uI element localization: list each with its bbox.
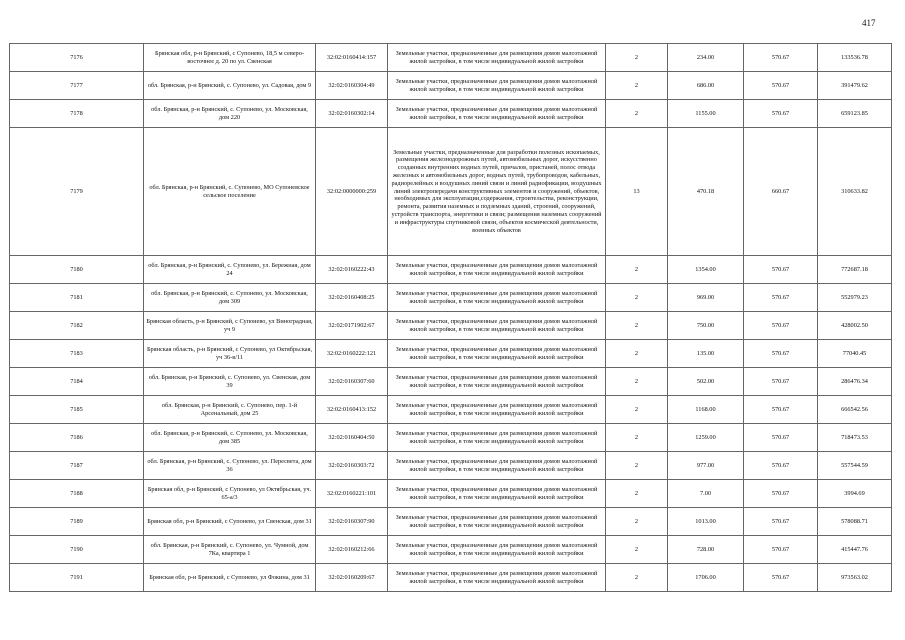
- row-number-cell: 7190: [10, 536, 144, 564]
- rate-cell: 660.67: [744, 128, 818, 256]
- row-number-cell: 7178: [10, 100, 144, 128]
- row-number-cell: 7185: [10, 396, 144, 424]
- rate-cell: 570.67: [744, 564, 818, 592]
- cadastral-value-cell: 659123.85: [818, 100, 892, 128]
- row-number-cell: 7179: [10, 128, 144, 256]
- cadastral-value-cell: 666542.56: [818, 396, 892, 424]
- land-use-cell: Земельные участки, предназначенные для размещения домов малоэтажной жилой застройки, в том числе индивидуальной жилой застройки: [388, 508, 606, 536]
- address-cell: обл. Брянская, р-н Брянский, с. Супонево, ул. Свенская, дом 39: [144, 368, 316, 396]
- group-cell: 2: [606, 284, 668, 312]
- area-cell: 1155.00: [668, 100, 744, 128]
- land-use-cell: Земельные участки, предназначенные для размещения домов малоэтажной жилой застройки, в том числе индивидуальной жилой застройки: [388, 368, 606, 396]
- area-cell: 686.00: [668, 72, 744, 100]
- land-use-cell: Земельные участки, предназначенные для размещения домов малоэтажной жилой застройки, в том числе индивидуальной жилой застройки: [388, 424, 606, 452]
- cadastral-value-cell: 286476.34: [818, 368, 892, 396]
- row-number-cell: 7176: [10, 44, 144, 72]
- table-row: [10, 256, 892, 284]
- group-cell: 13: [606, 128, 668, 256]
- land-use-cell: Земельные участки, предназначенные для размещения домов малоэтажной жилой застройки, в том числе индивидуальной жилой застройки: [388, 396, 606, 424]
- area-cell: 135.00: [668, 340, 744, 368]
- table-row: [10, 44, 892, 72]
- land-use-cell: Земельные участки, предназначенные для размещения домов малоэтажной жилой застройки, в том числе индивидуальной жилой застройки: [388, 312, 606, 340]
- land-use-cell: Земельные участки, предназначенные для размещения домов малоэтажной жилой застройки, в том числе индивидуальной жилой застройки: [388, 480, 606, 508]
- land-use-cell: Земельные участки, предназначенные для размещения домов малоэтажной жилой застройки, в том числе индивидуальной жилой застройки: [388, 452, 606, 480]
- table-row: [10, 564, 892, 592]
- address-cell: Брянская обл, р-н Брянский, с Супонево, ул Свенская, дом 31: [144, 508, 316, 536]
- cadastral-number-cell: 32:02:0160307:90: [316, 508, 388, 536]
- cadastral-value-cell: 557544.59: [818, 452, 892, 480]
- table-row: [10, 480, 892, 508]
- land-use-cell: Земельные участки, предназначенные для размещения домов малоэтажной жилой застройки, в том числе индивидуальной жилой застройки: [388, 284, 606, 312]
- group-cell: 2: [606, 564, 668, 592]
- group-cell: 2: [606, 480, 668, 508]
- cadastral-number-cell: 32:02:0160209:67: [316, 564, 388, 592]
- address-cell: обл. Брянская, р-н Брянский, с. Супонево, ул. Московская, дом 220: [144, 100, 316, 128]
- cadastral-number-cell: 32:02:0160408:25: [316, 284, 388, 312]
- cadastral-value-cell: 772687.18: [818, 256, 892, 284]
- row-number-cell: 7187: [10, 452, 144, 480]
- cadastral-number-cell: 32:02:0160303:72: [316, 452, 388, 480]
- rate-cell: 570.67: [744, 256, 818, 284]
- area-cell: 470.18: [668, 128, 744, 256]
- land-use-cell: Земельные участки, предназначенные для размещения домов малоэтажной жилой застройки, в том числе индивидуальной жилой застройки: [388, 340, 606, 368]
- address-cell: обл. Брянская, р-н Брянский, с. Супонево, ул. Бережная, дом 24: [144, 256, 316, 284]
- group-cell: 2: [606, 396, 668, 424]
- table-row: [10, 452, 892, 480]
- land-use-cell: Земельные участки, предназначенные для размещения домов малоэтажной жилой застройки, в том числе индивидуальной жилой застройки: [388, 536, 606, 564]
- land-use-cell: Земельные участки, предназначенные для размещения домов малоэтажной жилой застройки, в том числе индивидуальной жилой застройки: [388, 100, 606, 128]
- cadastral-value-cell: 428002.50: [818, 312, 892, 340]
- cadastral-number-cell: 32:02:0160307:60: [316, 368, 388, 396]
- table-row: [10, 368, 892, 396]
- cadastral-value-cell: 552979.23: [818, 284, 892, 312]
- address-cell: Брянская обл, р-н Брянский, с Супонево, ул Фокина, дом 31: [144, 564, 316, 592]
- group-cell: 2: [606, 72, 668, 100]
- cadastral-number-cell: 32:02:0160404:50: [316, 424, 388, 452]
- cadastral-number-cell: 32:02:0160222:121: [316, 340, 388, 368]
- land-use-cell: Земельные участки, предназначенные для разработки полезных ископаемых, размещения железнодорожных путей, автомобильных дорог, искусственно созданных внутренних водных путей, причалов, пристаней, полос отвода железных и автомобильных дорог, водных путей, трубопроводов, кабельных, радиорелейных и воздушных линий связи и линий радиофикации, воздушных линий электропередачи конструктивных элементов и сооружений, объектов, необходимых для эксплуатации,содержания, строительства, реконструкции, ремонта, развития наземных и подземных зданий, строений, сооружений, устройств транспорта, энергетики и связи; размещения наземных сооружений и инфраструктуры спутниковой связи, объектов космической деятельности, военных объектов: [388, 128, 606, 256]
- table-row: [10, 424, 892, 452]
- cadastral-value-cell: 391479.62: [818, 72, 892, 100]
- land-parcels-table: [9, 43, 892, 592]
- address-cell: Брянская область, р-н Брянский, с Супонево, ул Виноградная, уч 9: [144, 312, 316, 340]
- row-number-cell: 7183: [10, 340, 144, 368]
- land-use-cell: Земельные участки, предназначенные для размещения домов малоэтажной жилой застройки, в том числе индивидуальной жилой застройки: [388, 564, 606, 592]
- rate-cell: 570.67: [744, 452, 818, 480]
- rate-cell: 570.67: [744, 340, 818, 368]
- cadastral-value-cell: 973563.02: [818, 564, 892, 592]
- table-row: [10, 312, 892, 340]
- area-cell: 502.00: [668, 368, 744, 396]
- cadastral-value-cell: 3994.69: [818, 480, 892, 508]
- rate-cell: 570.67: [744, 312, 818, 340]
- group-cell: 2: [606, 452, 668, 480]
- group-cell: 2: [606, 368, 668, 396]
- table-row: [10, 340, 892, 368]
- cadastral-number-cell: 32:02:0171902:67: [316, 312, 388, 340]
- land-use-cell: Земельные участки, предназначенные для размещения домов малоэтажной жилой застройки, в том числе индивидуальной жилой застройки: [388, 72, 606, 100]
- area-cell: 1706.00: [668, 564, 744, 592]
- cadastral-number-cell: 32:02:0160413:152: [316, 396, 388, 424]
- address-cell: обл. Брянская, р-н Брянский, с. Супонево, пер. 1-й Арсенальный, дом 25: [144, 396, 316, 424]
- page-number: 417: [862, 18, 876, 28]
- row-number-cell: 7184: [10, 368, 144, 396]
- address-cell: Брянская обл, р-н Брянский, с Супонево, 18,5 м северо-восточнее д. 20 по ул. Свенская: [144, 44, 316, 72]
- rate-cell: 570.67: [744, 284, 818, 312]
- rate-cell: 570.67: [744, 368, 818, 396]
- address-cell: обл. Брянская, р-н Брянский, с. Супонево, ул. Пересвета, дом 36: [144, 452, 316, 480]
- land-use-cell: Земельные участки, предназначенные для размещения домов малоэтажной жилой застройки, в том числе индивидуальной жилой застройки: [388, 256, 606, 284]
- address-cell: обл. Брянская, р-н Брянский, с. Супонево, ул. Московская, дом 385: [144, 424, 316, 452]
- table-row: [10, 536, 892, 564]
- table-row: [10, 284, 892, 312]
- row-number-cell: 7177: [10, 72, 144, 100]
- rate-cell: 570.67: [744, 100, 818, 128]
- address-cell: обл. Брянская, р-н Брянский, с. Супонево, ул. Садовая, дом 9: [144, 72, 316, 100]
- group-cell: 2: [606, 508, 668, 536]
- rate-cell: 570.67: [744, 424, 818, 452]
- area-cell: 7.00: [668, 480, 744, 508]
- area-cell: 1013.00: [668, 508, 744, 536]
- table-row: [10, 72, 892, 100]
- area-cell: 1259.00: [668, 424, 744, 452]
- group-cell: 2: [606, 256, 668, 284]
- address-cell: Брянская обл, р-н Брянский, с Супонево, ул Октябрьская, уч. 65-а/3: [144, 480, 316, 508]
- address-cell: Брянская область, р-н Брянский, с Супонево, ул Октябрьская, уч 36-в/11: [144, 340, 316, 368]
- land-use-cell: Земельные участки, предназначенные для размещения домов малоэтажной жилой застройки, в том числе индивидуальной жилой застройки: [388, 44, 606, 72]
- group-cell: 2: [606, 100, 668, 128]
- cadastral-number-cell: 32:02:0160304:49: [316, 72, 388, 100]
- table-row: [10, 100, 892, 128]
- address-cell: обл. Брянская, р-н Брянский, с. Супонево, ул. Московская, дом 309: [144, 284, 316, 312]
- rate-cell: 570.67: [744, 536, 818, 564]
- cadastral-number-cell: 32:02:0160414:157: [316, 44, 388, 72]
- area-cell: 234.00: [668, 44, 744, 72]
- group-cell: 2: [606, 312, 668, 340]
- cadastral-value-cell: 578088.71: [818, 508, 892, 536]
- rate-cell: 570.67: [744, 508, 818, 536]
- rate-cell: 570.67: [744, 480, 818, 508]
- group-cell: 2: [606, 424, 668, 452]
- row-number-cell: 7188: [10, 480, 144, 508]
- row-number-cell: 7189: [10, 508, 144, 536]
- cadastral-value-cell: 133536.78: [818, 44, 892, 72]
- rate-cell: 570.67: [744, 44, 818, 72]
- row-number-cell: 7180: [10, 256, 144, 284]
- table-row: [10, 508, 892, 536]
- group-cell: 2: [606, 44, 668, 72]
- table-row: [10, 396, 892, 424]
- row-number-cell: 7181: [10, 284, 144, 312]
- cadastral-number-cell: 32:02:0000000:259: [316, 128, 388, 256]
- cadastral-value-cell: 77040.45: [818, 340, 892, 368]
- address-cell: обл. Брянская, р-н Брянский, с. Супонево, ул. Чумной, дом 7Ка, квартира 1: [144, 536, 316, 564]
- rate-cell: 570.67: [744, 396, 818, 424]
- cadastral-number-cell: 32:02:0160221:101: [316, 480, 388, 508]
- cadastral-value-cell: 718473.53: [818, 424, 892, 452]
- area-cell: 1354.00: [668, 256, 744, 284]
- address-cell: обл. Брянская, р-н Брянский, с. Супонево, МО Супоневское сельское поселение: [144, 128, 316, 256]
- cadastral-number-cell: 32:02:0160212:66: [316, 536, 388, 564]
- cadastral-number-cell: 32:02:0160222:43: [316, 256, 388, 284]
- cadastral-number-cell: 32:02:0160302:14: [316, 100, 388, 128]
- row-number-cell: 7182: [10, 312, 144, 340]
- group-cell: 2: [606, 536, 668, 564]
- table-body: [10, 44, 892, 592]
- group-cell: 2: [606, 340, 668, 368]
- table-row: [10, 128, 892, 256]
- row-number-cell: 7186: [10, 424, 144, 452]
- area-cell: 1168.00: [668, 396, 744, 424]
- area-cell: 728.00: [668, 536, 744, 564]
- area-cell: 969.00: [668, 284, 744, 312]
- area-cell: 750.00: [668, 312, 744, 340]
- area-cell: 977.00: [668, 452, 744, 480]
- cadastral-value-cell: 415447.76: [818, 536, 892, 564]
- cadastral-value-cell: 310633.82: [818, 128, 892, 256]
- row-number-cell: 7191: [10, 564, 144, 592]
- rate-cell: 570.67: [744, 72, 818, 100]
